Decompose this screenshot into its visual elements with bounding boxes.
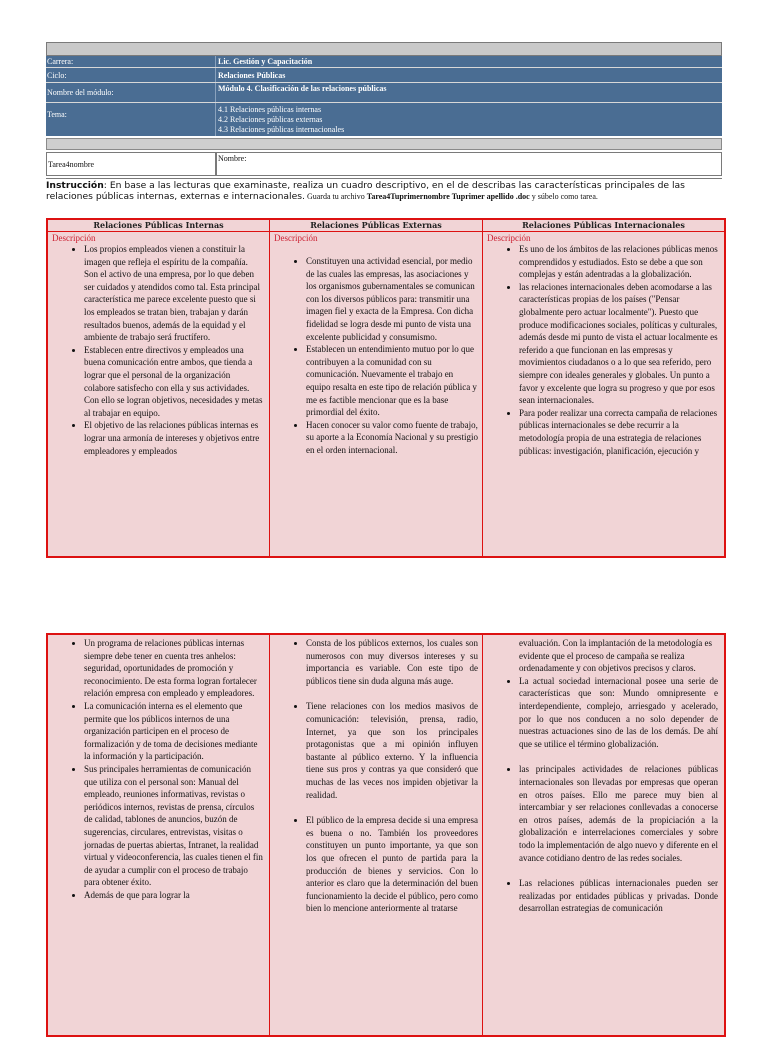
internacionales-list-continued (483, 675, 724, 915)
list-item: • Además de que para lograr la (84, 889, 263, 902)
instruction-text: : En base a las lecturas que examinaste, realiza un cuadro descriptivo, en el de describas las características principales de las relaciones públicas internas, externas e internacionales. (46, 180, 685, 202)
carrera-label: Carrera: (47, 57, 74, 66)
characteristics-table-page2 (46, 633, 726, 1037)
description-label: Descripción (274, 233, 318, 243)
tema-label: Tema: (47, 110, 67, 119)
instruction-label: Instrucción (46, 180, 104, 191)
tarea-cell (46, 152, 216, 176)
header-spacer-bar (46, 138, 722, 150)
instructions (46, 178, 722, 202)
header-row-ciclo (46, 68, 722, 82)
list-item: • La actual sociedad internacional posee una serie de características que son: Mundo omnipresente e interdependiente, complejo, arriesgado y acelerado, por lo que nos conducen a no solo depender de nuestras actuaciones sino de las de los demás. De ahí que se utilice el término globalización. (519, 675, 718, 751)
externas-list (270, 255, 482, 457)
externas-list-continued (270, 637, 482, 915)
list-item: • las relaciones internacionales deben acomodarse a las características propias de los países ("Pensar globalmente pero actuar localmente"). Puesto que produce modificaciones sociales, políticas y culturales, además desde mi punto de vista el actuar localmente es referido a que funcionan en las empresas y movimientos ciudadanos o a lo que sea referido, pero siempre con ideales generales y globales. Un punto a favor y excelente que logra su progreso y que por esos sean internacionales. (519, 281, 718, 407)
internas-list-continued (48, 637, 269, 901)
header-top-bar (46, 42, 722, 56)
list-item: • Un programa de relaciones públicas internas siempre debe tener en cuenta tres anhelos: seguridad, oportunidades de promoción y reconocimiento. De esta forma logran fortalecer relación empresa con empleado y empleadores. (84, 637, 263, 700)
internacionales-list (483, 243, 724, 457)
list-item: • Establecen un entendimiento mutuo por lo que contribuyen a la comunidad con su comunicación. Nuevamente el trabajo en equipo resalta en este tipo de relación pública y me es factible mencionar que es la base primordial del éxito. (306, 343, 478, 419)
list-item: • Constituyen una actividad esencial, por medio de las cuales las empresas, las asociaciones y los organismos gubernamentales se comunican con los diversos públicos para: transmitir una imagen fiel y exacta de la Empresa. Con dicha fidelidad se logra desde mi punto de vista una excelente publicidad y consumismo. (306, 255, 478, 343)
save-filename: Tarea4Tuprimernombre Tuprimer apellido .doc (366, 192, 530, 201)
list-item: • Tiene relaciones con los medios masivos de comunicación: televisión, prensa, radio, Internet, ya que son los principales protagonistas que a mi opinión influyen bastante al público externo. Y la influencia tiene sus pros y contras ya que consideró que muchas de las veces nos impiden objetivar la realidad. (306, 700, 478, 801)
externas-cell-continued (270, 637, 482, 1035)
list-item: • Hacen conocer su valor como fuente de trabajo, su aporte a la Economía Nacional y su prestigio en el orden internacional. (306, 419, 478, 457)
internacionales-cell-continued (483, 637, 724, 1035)
header-row-tema (46, 103, 722, 136)
carrera-value: Lic. Gestión y Capacitación (218, 57, 313, 66)
internas-cell (48, 233, 269, 556)
internas-list (48, 243, 269, 457)
save-instruction: Guarda tu archivo (304, 192, 367, 201)
column-header-externas: Relaciones Públicas Externas (310, 220, 442, 230)
column-header-internas: Relaciones Públicas Internas (93, 220, 224, 230)
list-item: • Para poder realizar una correcta campaña de relaciones públicas internacionales se debe recurrir a la metodología propia de una estrategia de relaciones públicas: investigación, planificación, ejecución y (519, 407, 718, 457)
list-item: • Es uno de los ámbitos de las relaciones públicas menos comprendidos y estudiados. Esto se debe a que son complejas y están adentradas a la globalización. (519, 243, 718, 281)
list-item: • Sus principales herramientas de comunicación que utiliza con el personal son: Manual del empleado, reuniones informativas, revistas o periódicos internos, revistas de prensa, círculos de calidad, tablones de anuncios, buzón de sugerencias, circulares, entrevistas, visitas o jornadas de puertas abiertas, Intranet, la realidad virtual y videoconferencia, las cuales tienen el fin de ayudar a cumplir con el proceso de trabajo para obtener éxito. (84, 763, 263, 889)
tema-item-3: 4.3 Relaciones públicas internacionales (218, 125, 345, 134)
list-item: • El objetivo de las relaciones públicas internas es lograr una armonía de intereses y objetivos entre empleadores y empleados (84, 419, 263, 457)
header-row-carrera (46, 56, 722, 67)
externas-cell (270, 233, 482, 556)
continued-paragraph: evaluación. Con la implantación de la metodología es evidente que el proceso de campaña se realiza ordenadamente y con objetivos precisos y claros. (519, 638, 712, 674)
list-item: • El público de la empresa decide si una empresa es buena o no. También los proveedores constituyen un punto importante, ya que son los que ofrecen el punto de partida para la producción de bienes y servicios. Con lo anterior es claro que la determinación del buen funcionamiento la decide el público, pero como bien lo mencione anteriormente al tratarse (306, 814, 478, 915)
nombre-label: Nombre: (218, 154, 247, 163)
ciclo-label: Ciclo: (47, 71, 67, 80)
modulo-value: Módulo 4. Clasificación de las relaciones públicas (218, 84, 387, 93)
tema-item-2: 4.2 Relaciones públicas externas (218, 115, 323, 124)
header-row-modulo (46, 83, 722, 102)
table-header (48, 220, 724, 232)
save-tail: y súbelo como tarea. (529, 192, 598, 201)
list-item: • las principales actividades de relaciones públicas internacionales son llevadas por empresas que operan en otros países. Ello me parece muy bien al intercambiar y ser relaciones conllevadas a conocerse en otros países, además de la propiciación a la globalización e interrelaciones comerciales y sobre todo la implementación de algo nuevo y diferente en el avance cotidiano dentro de las redes sociales. (519, 763, 718, 864)
tema-item-1: 4.1 Relaciones públicas internas (218, 105, 322, 114)
list-item: • La comunicación interna es el elemento que permite que los públicos internos de una organización participen en el proceso de formalización y de toma de decisiones mediante la información y la participación. (84, 700, 263, 763)
column-header-internacionales: Relaciones Públicas Internacionales (522, 220, 685, 230)
list-item: • Establecen entre directivos y empleados una buena comunicación entre ambos, que tienda a lograr que el personal de la organización colabore satisfecho con ella y sus actividades. Con ello se logran objetivos, necesidades y metas al trabajar en equipo. (84, 344, 263, 420)
list-item: • Consta de los públicos externos, los cuales son numerosos con muy diversos intereses y su importancia es variable. Con este tipo de públicos tiene sin duda alguna más auge. (306, 637, 478, 687)
course-header (46, 42, 722, 202)
nombre-cell[interactable] (216, 152, 722, 176)
modulo-label: Nombre del módulo: (47, 88, 114, 97)
characteristics-table-page1 (46, 218, 726, 558)
tarea-name: Tarea4nombre (48, 160, 95, 169)
list-item: • Los propios empleados vienen a constituir la imagen que refleja el espíritu de la compañía. Son el activo de una empresa, por lo que deben ser cuidados y atendidos como tal. Esta principal característica me parece excelente puesto que si los empleados se tratan bien, trabajan y darán resultados buenos, además de la equidad y el ambiente de trabajo será fructífero. (84, 243, 263, 344)
internacionales-cell (483, 233, 724, 556)
description-label: Descripción (52, 233, 96, 243)
internas-cell-continued (48, 637, 269, 1035)
description-label: Descripción (487, 233, 531, 243)
ciclo-value: Relaciones Públicas (218, 71, 286, 80)
list-item: • Las relaciones públicas internacionales pueden ser realizadas por entidades públicas y privadas. Donde desarrollan estrategias de comunicación (519, 877, 718, 915)
tarea-row (46, 152, 722, 176)
